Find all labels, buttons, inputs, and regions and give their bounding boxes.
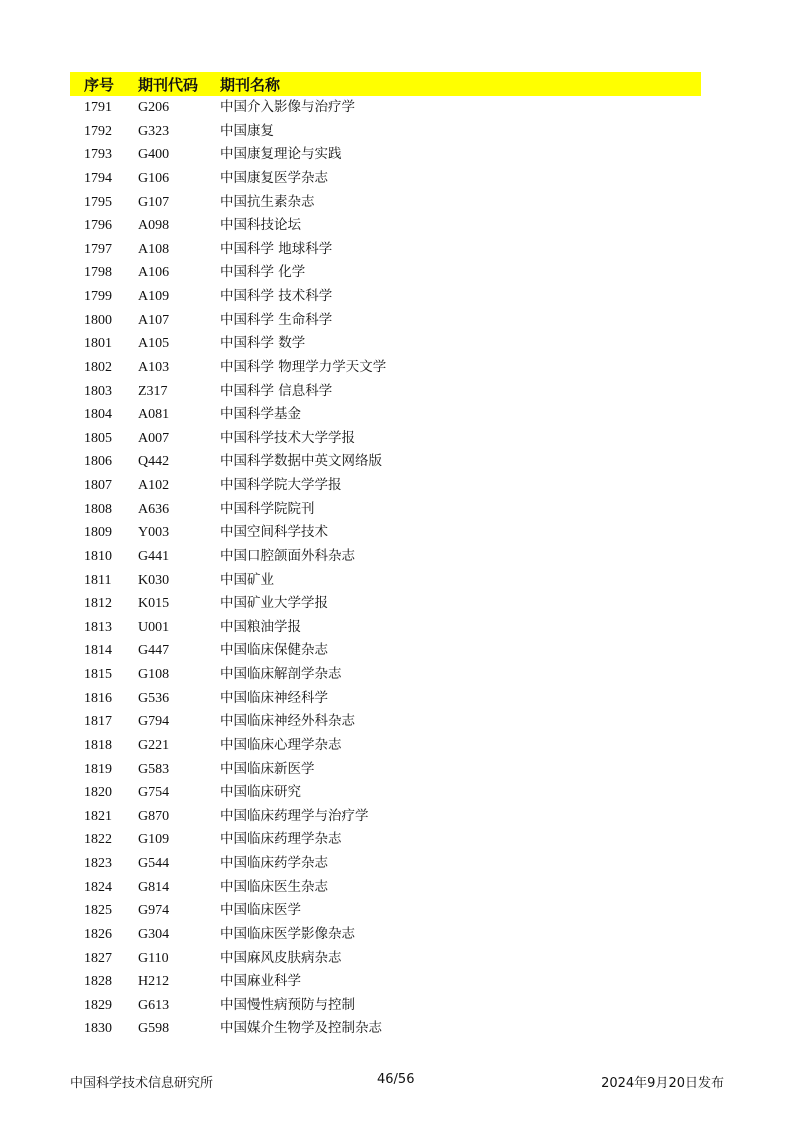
row-name: 中国临床保健杂志 (220, 642, 328, 659)
row-code: G974 (138, 903, 170, 919)
row-code: G447 (138, 643, 170, 659)
row-name: 中国科技论坛 (220, 217, 301, 234)
row-name: 中国口腔颌面外科杂志 (220, 547, 355, 564)
table-row (70, 191, 701, 215)
row-name: 中国临床医学 (220, 902, 301, 919)
row-name: 中国临床药理学与治疗学 (220, 807, 369, 824)
row-seq: 1818 (84, 737, 112, 753)
row-seq: 1825 (84, 903, 112, 919)
row-seq: 1819 (84, 761, 112, 777)
row-seq: 1823 (84, 856, 112, 871)
row-code: A102 (138, 478, 170, 493)
row-name: 中国科学 技术科学 (220, 288, 333, 304)
table-row (70, 923, 701, 947)
row-name: 中国矿业大学学报 (220, 595, 328, 612)
row-seq: 1801 (84, 336, 112, 352)
page-number: 46/56 (377, 1072, 415, 1087)
table-row (70, 261, 701, 285)
row-name: 中国麻风皮肤病杂志 (220, 949, 342, 966)
table-row (70, 970, 701, 994)
table-row (70, 450, 701, 474)
table-row (70, 120, 701, 144)
table-row (70, 639, 701, 663)
table-header (70, 72, 701, 96)
table-row (70, 285, 701, 309)
table-row (70, 332, 701, 356)
row-seq: 1814 (84, 643, 112, 659)
row-code: K030 (138, 572, 170, 588)
row-seq: 1792 (84, 123, 112, 139)
row-name: 中国临床医学影像杂志 (220, 925, 355, 942)
row-name: 中国抗生素杂志 (220, 193, 315, 210)
row-name: 中国康复医学杂志 (220, 169, 328, 186)
row-name: 中国粮油学报 (220, 618, 301, 635)
row-name: 中国康复 (220, 122, 274, 139)
row-seq: 1812 (84, 596, 112, 612)
row-name: 中国慢性病预防与控制 (220, 996, 355, 1013)
row-code: Q442 (138, 454, 170, 470)
row-code: A105 (138, 336, 170, 352)
row-seq: 1799 (84, 289, 112, 304)
row-seq: 1830 (84, 1021, 112, 1037)
row-name: 中国科学 生命科学 (220, 311, 333, 328)
table-row (70, 876, 701, 900)
row-name: 中国科学 数学 (220, 335, 306, 352)
row-code: G754 (138, 785, 170, 801)
row-code: H212 (138, 974, 170, 990)
table-row (70, 947, 701, 971)
row-code: A108 (138, 241, 170, 257)
row-seq: 1806 (84, 454, 112, 470)
row-seq: 1796 (84, 218, 112, 234)
row-seq: 1807 (84, 478, 112, 493)
row-code: A636 (138, 501, 170, 517)
page-footer (0, 1072, 794, 1092)
row-seq: 1815 (84, 667, 112, 682)
row-seq: 1817 (84, 714, 112, 730)
row-seq: 1804 (84, 407, 112, 423)
table-row (70, 403, 701, 427)
row-code: A007 (138, 430, 170, 446)
footer-org: 中国科学技术信息研究所 (70, 1076, 214, 1091)
table-row (70, 498, 701, 522)
row-code: G206 (138, 100, 170, 115)
row-code: G109 (138, 832, 170, 848)
row-seq: 1791 (84, 100, 112, 115)
row-seq: 1827 (84, 950, 112, 966)
row-code: G323 (138, 123, 170, 139)
row-seq: 1826 (84, 926, 112, 942)
row-seq: 1820 (84, 785, 112, 801)
table-row (70, 545, 701, 569)
row-code: G441 (138, 548, 170, 564)
row-code: G110 (138, 950, 169, 966)
row-name: 中国科学技术大学学报 (220, 429, 355, 446)
table-row (70, 380, 701, 404)
row-code: Z317 (138, 383, 168, 399)
row-seq: 1824 (84, 879, 112, 895)
table-row (70, 143, 701, 167)
table-row (70, 569, 701, 593)
row-code: G221 (138, 737, 170, 753)
row-code: A081 (138, 407, 170, 423)
table-row (70, 474, 701, 498)
table-row (70, 828, 701, 852)
row-seq: 1803 (84, 383, 112, 399)
row-name: 中国临床新医学 (220, 760, 315, 777)
table-row (70, 710, 701, 734)
row-name: 中国临床药理学杂志 (220, 831, 342, 848)
row-code: G598 (138, 1021, 170, 1037)
row-seq: 1793 (84, 147, 112, 163)
table-row (70, 663, 701, 687)
row-seq: 1828 (84, 974, 112, 990)
row-seq: 1795 (84, 194, 112, 210)
table-row (70, 427, 701, 451)
row-seq: 1794 (84, 170, 112, 186)
header-name: 期刊名称 (220, 75, 281, 94)
row-code: G814 (138, 879, 170, 895)
row-name: 中国科学院院刊 (220, 500, 315, 517)
row-seq: 1797 (84, 241, 112, 257)
row-name: 中国科学 物理学力学天文学 (220, 358, 387, 375)
table-row (70, 734, 701, 758)
row-code: G613 (138, 997, 170, 1013)
header-code: 期刊代码 (138, 75, 199, 94)
row-seq: 1813 (84, 619, 112, 635)
row-name: 中国介入影像与治疗学 (220, 99, 355, 115)
row-name: 中国临床心理学杂志 (220, 736, 342, 753)
row-code: G583 (138, 761, 170, 777)
row-code: G107 (138, 194, 170, 210)
table-row (70, 781, 701, 805)
row-code: G544 (138, 856, 170, 871)
row-code: A109 (138, 289, 170, 304)
table-row (70, 96, 701, 120)
table-row (70, 309, 701, 333)
row-seq: 1805 (84, 430, 112, 446)
row-code: A107 (138, 312, 170, 328)
row-code: G106 (138, 170, 170, 186)
row-code: U001 (138, 619, 170, 635)
row-name: 中国科学 信息科学 (220, 382, 333, 399)
row-name: 中国空间科学技术 (220, 524, 328, 541)
row-seq: 1822 (84, 832, 112, 848)
row-seq: 1829 (84, 997, 112, 1013)
row-name: 中国科学基金 (220, 406, 301, 423)
row-code: G304 (138, 926, 170, 942)
table-row (70, 616, 701, 640)
table-row (70, 687, 701, 711)
row-code: G536 (138, 690, 170, 706)
row-name: 中国科学院大学学报 (220, 477, 342, 493)
table-row (70, 852, 701, 876)
row-name: 中国科学数据中英文网络版 (220, 453, 382, 470)
publish-date: 2024年9月20日发布 (601, 1076, 724, 1091)
table-row (70, 356, 701, 380)
row-code: A103 (138, 359, 170, 375)
row-code: G400 (138, 147, 170, 163)
table-row (70, 1017, 701, 1041)
row-code: Y003 (138, 525, 170, 541)
row-name: 中国临床医生杂志 (220, 878, 328, 895)
row-code: A098 (138, 218, 170, 234)
table-row (70, 899, 701, 923)
row-name: 中国临床研究 (220, 784, 301, 801)
row-name: 中国康复理论与实践 (220, 146, 342, 163)
row-seq: 1808 (84, 501, 112, 517)
row-seq: 1802 (84, 359, 112, 375)
table-row (70, 758, 701, 782)
row-name: 中国临床解剖学杂志 (220, 666, 342, 682)
row-seq: 1798 (84, 265, 112, 281)
row-code: K015 (138, 596, 170, 612)
table-row (70, 214, 701, 238)
row-code: G794 (138, 714, 170, 730)
row-code: G870 (138, 808, 170, 824)
row-code: G108 (138, 667, 170, 682)
header-seq: 序号 (84, 75, 115, 94)
row-seq: 1811 (84, 572, 112, 588)
row-name: 中国矿业 (220, 571, 274, 588)
row-name: 中国麻业科学 (220, 973, 301, 990)
row-name: 中国科学 化学 (220, 264, 306, 281)
table-row (70, 994, 701, 1018)
row-seq: 1809 (84, 525, 112, 541)
table-row (70, 592, 701, 616)
row-name: 中国临床神经外科杂志 (220, 713, 355, 730)
table-row (70, 805, 701, 829)
table-row (70, 521, 701, 545)
row-name: 中国媒介生物学及控制杂志 (220, 1020, 382, 1037)
row-code: A106 (138, 265, 170, 281)
table-row (70, 238, 701, 262)
row-seq: 1800 (84, 312, 112, 328)
row-seq: 1810 (84, 548, 112, 564)
table-row (70, 167, 701, 191)
journal-table (70, 96, 701, 1041)
row-name: 中国科学 地球科学 (220, 240, 333, 257)
row-seq: 1821 (84, 808, 112, 824)
row-name: 中国临床神经科学 (220, 689, 328, 706)
row-seq: 1816 (84, 690, 112, 706)
row-name: 中国临床药学杂志 (220, 855, 328, 871)
